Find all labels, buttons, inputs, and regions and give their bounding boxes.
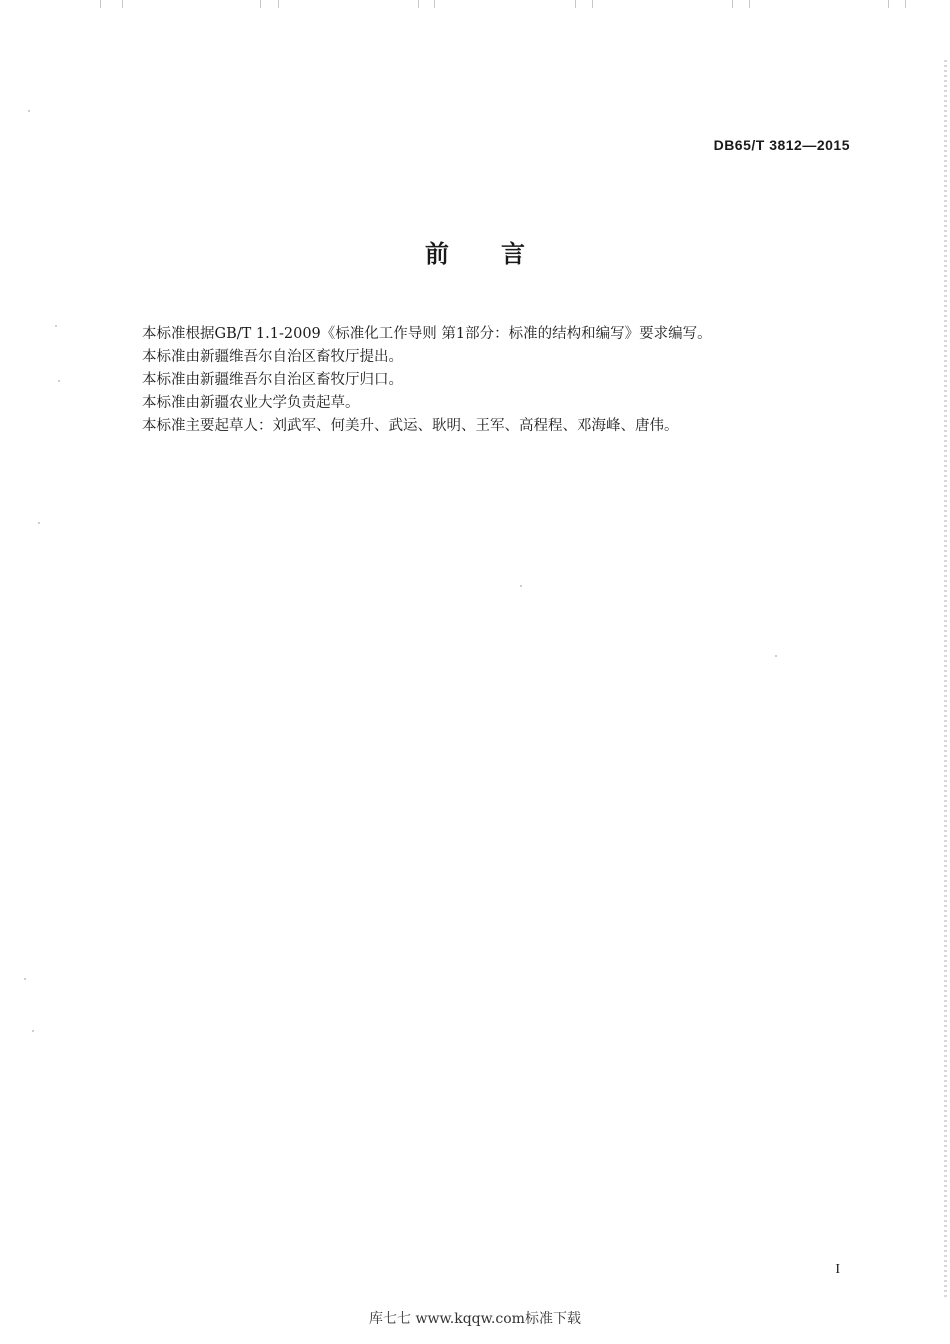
footer-watermark-text: 库七七 www.kqqw.com标准下载 — [369, 1311, 581, 1327]
scan-tick — [122, 0, 123, 8]
scan-speck — [32, 1030, 34, 1032]
scan-tick — [100, 0, 101, 8]
paragraph-drafters: 本标准主要起草人：刘武军、何美升、武运、耿明、王军、高程程、邓海峰、唐伟。 — [142, 418, 679, 434]
scan-speck — [58, 380, 60, 382]
document-code: DB65/T 3812—2015 — [713, 137, 850, 153]
scan-tick — [888, 0, 889, 8]
foreword-body — [142, 323, 842, 438]
paragraph-drafted-by: 本标准由新疆农业大学负责起草。 — [142, 395, 360, 411]
scan-tick — [418, 0, 419, 8]
scan-top-marks — [0, 0, 950, 12]
scan-tick — [749, 0, 750, 8]
scan-tick — [260, 0, 261, 8]
scan-tick — [278, 0, 279, 8]
scan-tick — [434, 0, 435, 8]
paragraph-standard-basis: 本标准根据GB/T 1.1-2009《标准化工作导则 第1部分：标准的结构和编写》要求编写。 — [142, 326, 712, 342]
scan-speck — [24, 978, 26, 980]
page-title: 前言 — [425, 240, 577, 268]
scan-speck — [28, 110, 30, 112]
scan-tick — [905, 0, 906, 8]
page-number: I — [835, 1262, 840, 1277]
scan-speck — [38, 522, 40, 524]
paragraph-centralized-by: 本标准由新疆维吾尔自治区畜牧厅归口。 — [142, 372, 403, 388]
scan-speck — [520, 585, 522, 587]
scan-tick — [732, 0, 733, 8]
scan-tick — [575, 0, 576, 8]
scan-tick — [592, 0, 593, 8]
scan-speck — [55, 325, 57, 327]
scan-speck — [775, 655, 777, 657]
paragraph-proposed-by: 本标准由新疆维吾尔自治区畜牧厅提出。 — [142, 349, 403, 365]
